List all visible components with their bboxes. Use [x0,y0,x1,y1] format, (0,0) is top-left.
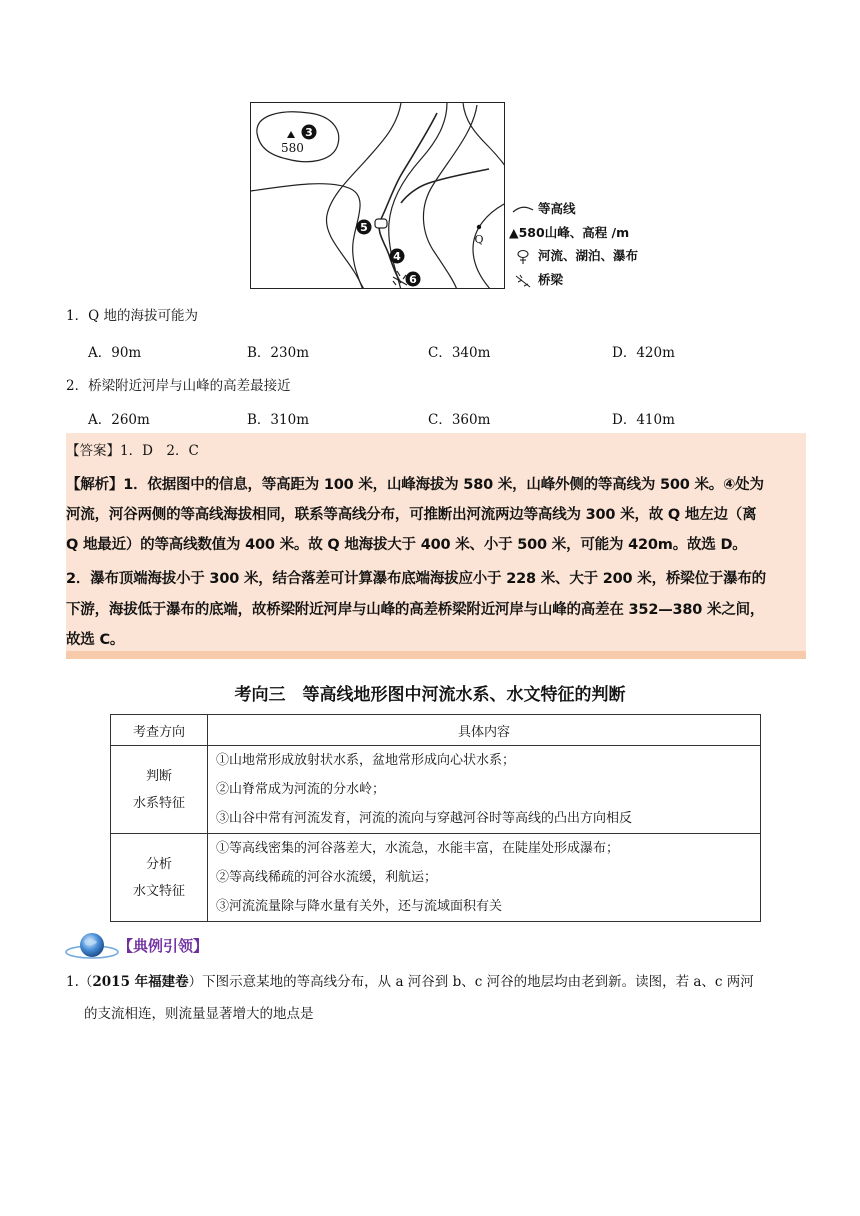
example-question-text: ）下图示意某地的等高线分布，从 a 河谷到 b、c 河谷的地层均由老到新。读图，若 a、c 两河 [188,974,754,990]
example-question-line-2: 的支流相连，则流量显著增大的地点是 [84,1006,314,1022]
contour-line-icon [512,205,534,215]
bridge-icon [512,273,534,289]
contour-map-drawing [251,103,505,289]
table-header-row [111,715,761,746]
direction-line: 水文特征 [132,883,185,899]
peak-elevation-label: 580 [281,141,304,155]
analysis-line-4: 2．瀑布顶端海拔小于 300 米，结合落差可计算瀑布底端海拔应小于 228 米、大于 200 米，桥梁位于瀑布的 [66,571,766,587]
legend-contour [512,199,576,217]
q2-option-a: A．260m [88,412,150,428]
legend-river [512,246,638,265]
table-header-direction: 考查方向 [111,715,208,746]
q1-option-b: B．230m [247,345,309,361]
map-label-4: 4 [393,250,401,263]
example-question-prefix: 1.（ [66,974,93,990]
q2-option-d: D．410m [612,412,675,428]
legend-text-river: 河流、湖泊、瀑布 [537,248,638,263]
example-question-source: 2015 年福建卷 [92,974,189,990]
map-label-6: 6 [409,273,417,286]
example-label: 【典例引领】 [118,937,209,955]
content-line: ③河流流量除与降水量有关外，还与流域面积有关 [216,899,503,914]
q2-option-b: B．310m [247,412,309,428]
legend-peak [509,223,629,241]
content-line: ③山谷中常有河流发育，河流的流向与穿越河谷时等高线的凸出方向相反 [216,811,633,826]
table-row [111,834,761,922]
analysis-line-6: 故选 C。 [66,632,125,648]
content-line: ②等高线稀疏的河谷水流缓，利航运； [216,870,438,885]
legend-text-peak: ▲580山峰、高程 /m [509,225,630,240]
q1-option-c: C．340m [428,345,491,361]
analysis-line-5: 下游，海拔低于瀑布的底端，故桥梁附近河岸与山峰的高差桥梁附近河岸与山峰的高差在 352—380 米之间， [66,602,765,618]
table-row [111,746,761,834]
section-title: 考向三 等高线地形图中河流水系、水文特征的判断 [234,685,626,705]
map-label-5: 5 [360,221,368,234]
example-question-line-1 [66,970,754,990]
content-line: ①等高线密集的河谷落差大，水流急，水能丰富，在陡崖处形成瀑布； [216,841,620,856]
answer-line: 【答案】1．D 2．C [66,443,199,459]
table-header-content: 具体内容 [208,715,761,746]
legend-bridge [512,270,563,289]
direction-line: 分析 [145,856,172,872]
question-1: 1．Q 地的海拔可能为 [66,308,198,324]
content-line: ①山地常形成放射状水系，盆地常形成向心状水系； [216,753,516,768]
question-2: 2．桥梁附近河岸与山峰的高差最接近 [66,378,291,394]
analysis-line-1: 【解析】1．依据图中的信息，等高距为 100 米，山峰海拔为 580 米，山峰外侧的等高线为 500 米。④处为 [66,477,764,493]
contour-map [250,102,505,289]
direction-line: 判断 [145,768,172,784]
feature-table [110,714,761,922]
legend-text-contour: 等高线 [537,201,576,216]
table-row-content [208,834,761,922]
content-line: ②山脊常成为河流的分水岭； [216,782,386,797]
analysis-line-2: 河流，河谷两侧的等高线海拔相同，联系等高线分布，可推断出河流两边等高线为 300 米，故 Q 地左边（离 [66,507,757,523]
river-lake-waterfall-icon [512,249,534,265]
table-row-direction [111,834,208,922]
legend-text-bridge: 桥梁 [537,272,563,287]
map-label-3: 3 [305,126,313,139]
direction-line: 水系特征 [132,795,185,811]
q2-option-c: C．360m [428,412,491,428]
answer-bottom-bar [66,651,806,659]
globe-icon [64,930,120,960]
table-row-direction [111,746,208,834]
example-header [64,930,244,960]
answer-block [66,433,806,659]
map-label-q: Q [474,233,484,246]
q1-option-a: A．90m [88,345,142,361]
q1-option-d: D．420m [612,345,675,361]
table-row-content [208,746,761,834]
analysis-line-3: Q 地最近）的等高线数值为 400 米。故 Q 地海拔大于 400 米、小于 500 米，可能为 420m。故选 D。 [66,537,747,553]
